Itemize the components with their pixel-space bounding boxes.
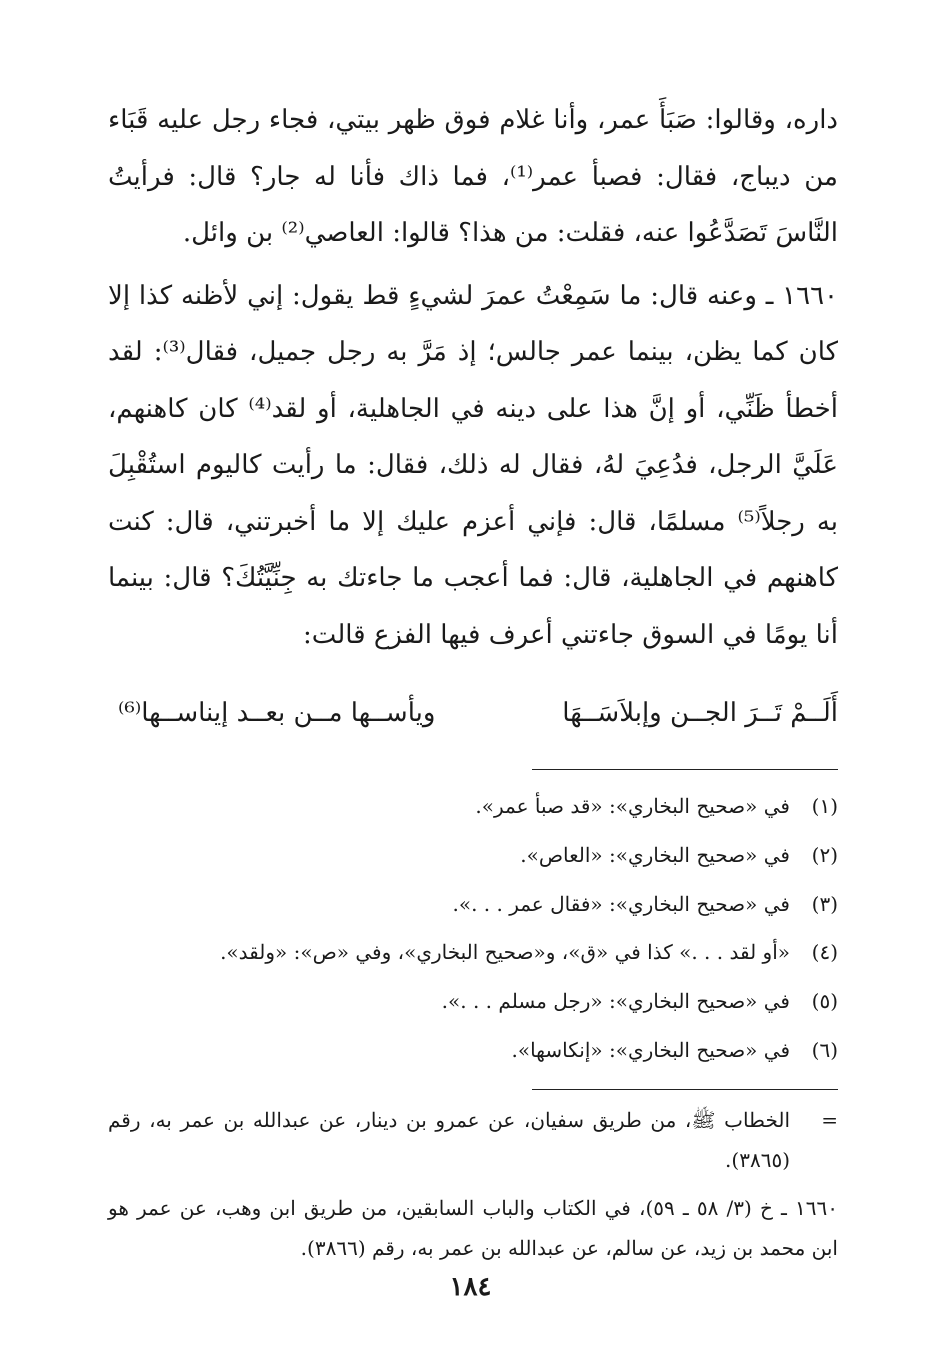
footnote-text: في «صحيح البخاري»: «قد صبأ عمر».: [475, 794, 790, 818]
paragraph-hadith-1660: ١٦٦٠ ـ وعنه قال: ما سَمِعْتُ عمرَ لشيءٍ قط يقول: إني لأظنه كذا إلا كان كما يظن، بينما عمر جالس؛ إذ مَرَّ به رجل جميل، فقال⁽³⁾: لقد أخطأ ظَنِّي، أو إنَّ هذا على دينه في الجاهلية، أو لقد⁽⁴⁾ كان كاهنهم، عَلَيَّ الرجل، فدُعِيَ لهُ، فقال له ذلك، فقال: ما رأيت كاليوم استُقْبِلَ به رجلاً⁽⁵⁾ مسلمًا، قال: فإني أعزم عليك إلا ما أخبرتني، قال: كنت كاهنهم في الجاهلية، قال: فما أعجب ما جاءتك به جِنِّيَّتُكَ؟ قال: بينما أنا يومًا في السوق جاءتني أعرف فيها الفزع قالت:: [108, 280, 838, 650]
poem-hemistich-second: ويأســها مــن بعــد إيناســها⁽⁶⁾: [118, 698, 436, 728]
footnote-text: في «صحيح البخاري»: «إنكاسها».: [511, 1037, 790, 1062]
book-page: [108, 92, 838, 1268]
footnote-text: في «صحيح البخاري»: «العاص».: [520, 842, 790, 867]
source-continuation-text: الخطاب ﷺ، من طريق سفيان، عن عمرو بن دينار، عن عبدالله بن عمر به، رقم (٣٨٦٥).: [108, 1107, 790, 1172]
footnote-item: [108, 880, 838, 929]
footnote-text: «أو لقد . . .» كذا في «ق»، و«صحيح البخاري»، وفي «ص»: «ولقد».: [220, 940, 790, 965]
footnote-number: (٥): [811, 989, 838, 1014]
footnote-item: [108, 831, 838, 880]
footnote-number: (٤): [811, 940, 838, 965]
footnotes-list: [108, 782, 838, 1075]
footnotes-divider: [532, 769, 838, 770]
continuation-mark: =: [821, 1107, 838, 1132]
footnote-item: [108, 977, 838, 1026]
source-continuation: [108, 1100, 838, 1180]
footnote-number: (٣): [811, 891, 838, 916]
footnote-item: [108, 928, 838, 977]
sources-divider: [532, 1089, 838, 1090]
source-entry-1660: ١٦٦٠ ـ خ (٣/ ٥٨ ـ ٥٩)، في الكتاب والباب السابقين، من طريق ابن وهب، عن عمر هو ابن محمد بن زيد، عن سالم، عن عبدالله بن عمر به، رقم (٣٨٦٦).: [108, 1195, 838, 1260]
poem-hemistich-first: أَلَــمْ تَــرَ الجــن وإبلاَسَــهَا: [562, 698, 838, 728]
footnote-number: (٢): [811, 842, 838, 867]
footnote-number: (١): [811, 794, 838, 818]
footnote-item: [108, 1026, 838, 1075]
footnote-text: في «صحيح البخاري»: «فقال عمر . . .».: [452, 891, 790, 916]
sources-section: [108, 1100, 838, 1268]
page-number: ١٨٤: [449, 1272, 492, 1302]
footnote-item: [108, 782, 838, 831]
footnote-text: في «صحيح البخاري»: «رجل مسلم . . .».: [441, 989, 790, 1014]
poem-verse: [108, 693, 838, 733]
paragraph-continuation: داره، وقالوا: صَبَأَ عمر، وأنا غلام فوق ظهر بيتي، فجاء رجل عليه قَبَاء من ديباج، فقال: فصبأ عمر⁽¹⁾، فما ذاك فأنا له جار؟ قال: فرأيتُ النَّاسَ تَصَدَّعُوا عنه، فقلت: من هذا؟ قالوا: العاصي⁽²⁾ بن وائل.: [108, 105, 838, 248]
footnote-number: (٦): [811, 1037, 838, 1062]
